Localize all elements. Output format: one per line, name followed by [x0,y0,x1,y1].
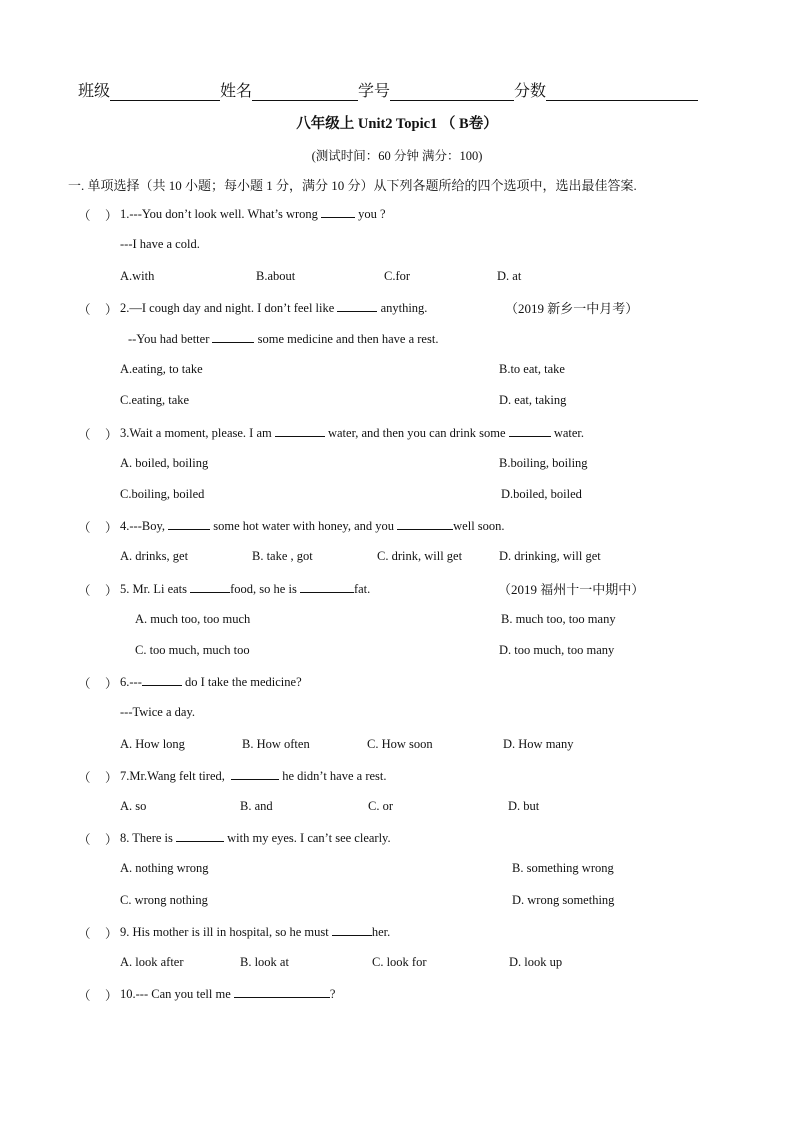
answer-blank[interactable] [337,300,377,312]
page-subtitle: (测试时间：60 分钟 满分：100) [311,149,483,163]
option-a[interactable]: A. so [120,799,147,813]
option-b[interactable]: B. something wrong [512,861,614,875]
question-stem [120,924,390,940]
stem-text: 7.Mr.Wang felt tired, [120,769,225,783]
reply-line [128,331,438,347]
stem-text: her. [371,925,391,939]
student-info-header [78,78,704,101]
answer-paren-open[interactable]: （ [78,584,91,598]
answer-paren-open[interactable]: （ [78,927,91,941]
stem-text: well soon. [453,519,505,533]
id-field[interactable] [390,82,514,101]
id-label: 学号 [358,83,391,100]
option-a[interactable]: A. much too, too much [135,612,251,626]
question-stem [120,425,584,441]
answer-paren-open[interactable]: （ [78,771,91,785]
question-source: （2019 新乡一中月考） [505,301,639,316]
stem-text: 8. There is [120,831,173,845]
stem-text: 6.--- [120,675,142,689]
question-stem [120,518,505,534]
answer-paren-close: ） [105,521,118,535]
option-a[interactable]: A. boiled, boiling [120,456,209,470]
stem-text: some hot water with honey, and you [213,519,395,533]
answer-blank[interactable] [176,830,224,842]
stem-text: you ? [358,207,386,221]
reply-text: --You had better [128,332,210,346]
score-field[interactable] [546,82,698,101]
stem-text: 4.---Boy, [120,519,166,533]
answer-paren-close: ） [105,677,118,691]
stem-text: 2.—I cough day and night. I don’t feel like [120,301,335,315]
answer-paren-open[interactable]: （ [78,303,91,317]
name-label: 姓名 [220,83,253,100]
option-b[interactable]: B. look at [240,955,289,969]
stem-text: fat. [353,582,371,596]
answer-blank[interactable] [275,425,325,437]
option-c[interactable]: C. wrong nothing [120,893,208,907]
option-b[interactable]: B. and [240,799,273,813]
name-field[interactable] [252,82,358,101]
option-a[interactable]: A.with [120,269,155,283]
option-b[interactable]: B.about [256,269,296,283]
stem-text: 9. His mother is ill in hospital, so he must [120,925,329,939]
answer-paren-open[interactable]: （ [78,833,91,847]
answer-blank[interactable] [509,425,551,437]
stem-text: 1.---You don’t look well. What’s wrong [120,207,318,221]
stem-text: anything. [380,301,428,315]
answer-blank[interactable] [321,206,355,218]
page-title: 八年级上 Unit2 Topic1 （ B卷） [296,116,498,132]
stem-text: water. [553,426,585,440]
score-label: 分数 [514,83,547,100]
option-b[interactable]: B. much too, too many [501,612,616,626]
section-heading: 一. 单项选择（共 10 小题；每小题 1 分，满分 10 分）从下列各题所给的四个选项中，选出最佳答案. [68,178,637,193]
answer-paren-close: ） [105,584,118,598]
stem-text: 5. Mr. Li eats [120,582,188,596]
option-b[interactable]: B. How often [242,737,310,751]
question-stem [120,206,386,222]
reply-text: some medicine and then have a rest. [257,332,439,346]
option-c[interactable]: C. look for [372,955,427,969]
answer-blank[interactable] [332,924,372,936]
answer-paren-open[interactable]: （ [78,677,91,691]
option-c[interactable]: C. too much, much too [135,643,250,657]
answer-paren-close: ） [105,989,118,1003]
answer-paren-open[interactable]: （ [78,521,91,535]
answer-paren-open[interactable]: （ [78,209,91,223]
question-source: （2019 福州十一中期中） [498,582,645,597]
option-d[interactable]: D. How many [503,737,574,751]
stem-text: 10.--- Can you tell me [120,987,231,1001]
option-d[interactable]: D. too much, too many [499,643,615,657]
answer-blank[interactable] [212,331,254,343]
answer-blank[interactable] [168,518,210,530]
option-c[interactable]: C.eating, take [120,393,190,407]
reply-line: ---Twice a day. [120,705,196,719]
option-d[interactable]: D. but [508,799,540,813]
option-a[interactable]: A. look after [120,955,184,969]
reply-line: ---I have a cold. [120,237,200,251]
answer-paren-close: ） [105,833,118,847]
option-c[interactable]: C. or [368,799,393,813]
option-c[interactable]: C.for [384,269,411,283]
class-label: 班级 [78,83,111,100]
stem-text: ? [329,987,336,1001]
question-stem [120,581,370,597]
option-d[interactable]: D. drinking, will get [499,549,601,563]
stem-text: do I take the medicine? [185,675,302,689]
option-a[interactable]: A.eating, to take [120,362,203,376]
option-d[interactable]: D. eat, taking [499,393,567,407]
question-stem [120,768,387,784]
answer-paren-open[interactable]: （ [78,428,91,442]
question-stem [120,830,391,846]
option-c[interactable]: C. drink, will get [377,549,463,563]
answer-blank[interactable] [190,581,230,593]
answer-blank[interactable] [231,768,279,780]
class-field[interactable] [110,82,220,101]
stem-text: with my eyes. I can’t see clearly. [227,831,391,845]
stem-text: he didn’t have a rest. [282,769,387,783]
option-c[interactable]: C. How soon [367,737,433,751]
question-stem [120,986,335,1002]
answer-paren-close: ） [105,771,118,785]
question-stem [120,300,427,316]
option-d[interactable]: D. wrong something [512,893,615,907]
option-a[interactable]: A. drinks, get [120,549,189,563]
option-c[interactable]: C.boiling, boiled [120,487,205,501]
stem-text: water, and then you can drink some [327,426,506,440]
answer-blank[interactable] [234,986,330,998]
stem-text: 3.Wait a moment, please. I am [120,426,272,440]
option-a[interactable]: A. How long [120,737,185,751]
option-a[interactable]: A. nothing wrong [120,861,209,875]
question-stem [120,674,302,690]
option-d[interactable]: D.boiled, boiled [501,487,582,501]
option-b[interactable]: B.to eat, take [499,362,565,376]
option-d[interactable]: D. look up [509,955,563,969]
answer-blank[interactable] [142,674,182,686]
option-b[interactable]: B.boiling, boiling [499,456,588,470]
answer-paren-close: ） [105,209,118,223]
answer-blank[interactable] [300,581,354,593]
answer-paren-close: ） [105,303,118,317]
option-b[interactable]: B. take , got [252,549,313,563]
answer-paren-open[interactable]: （ [78,989,91,1003]
option-d[interactable]: D. at [497,269,522,283]
answer-blank[interactable] [397,518,453,530]
answer-paren-close: ） [105,428,118,442]
stem-text: food, so he is [230,582,297,596]
answer-paren-close: ） [105,927,118,941]
